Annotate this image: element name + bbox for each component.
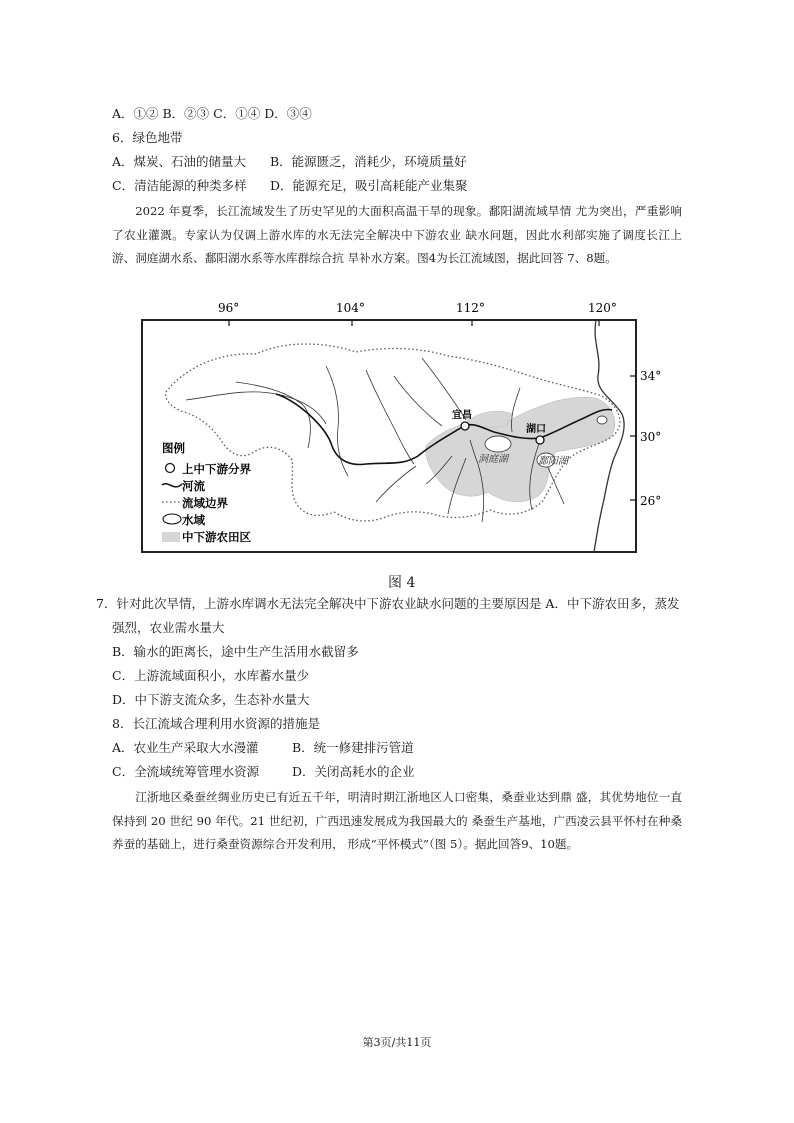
passage-yangtze xyxy=(112,200,682,271)
legend-item-farmland: 中下游农田区 xyxy=(182,530,251,544)
longitude-labels xyxy=(218,301,617,315)
taihu-lake xyxy=(597,416,607,424)
passage-yangtze-text: 2022 年夏季，长江流域发生了历史罕见的大面积高温干旱的现象。鄱阳湖流域旱情 尤为突出，严重影响了农业灌溉。专家认为仅调上游水库的水无法完全解决中下游农业 缺水问题，因此水利部实施了调度长江上游、洞庭湖水系、鄱阳湖水系等水库群综合抗 旱补水方案。图4为长江流域图，据此回答 7、8题。 xyxy=(112,204,682,265)
legend-item-basin: 流域边界 xyxy=(182,496,228,510)
q7-stem-continued: 强烈，农业需水量大 xyxy=(112,620,225,635)
legend-boundary-symbol xyxy=(166,464,175,473)
dongting-lake xyxy=(485,436,511,452)
q8-option-d: D．关闭高耗水的企业 xyxy=(292,764,415,779)
q5-options: A．①② B．②③ C．①④ D．③④ xyxy=(112,106,312,121)
q8-option-a: A．农业生产采取大水漫灌 xyxy=(112,740,259,755)
legend-water-symbol xyxy=(163,514,181,524)
legend-farmland-symbol xyxy=(162,532,180,542)
q8-stem: 8．长江流域合理利用水资源的措施是 xyxy=(112,716,320,731)
yichang-marker xyxy=(461,422,469,430)
q7-option-b: B．输水的距离长，途中生产生活用水截留多 xyxy=(112,644,359,659)
passage-sericulture-text: 江浙地区桑蚕丝绸业历史已有近五千年，明清时期江浙地区人口密集，桑蚕业达到鼎 盛，其优势地位一直保持到 20 世纪 90 年代。21 世纪初，广西迅速发展成为我国最大的 桑蚕生产基地，广西凌云县平怀村在种桑养蚕的基础上，进行桑蚕资源综合开发利用， 形成“平怀模式”（图 5）。据此回答9、10题。 xyxy=(112,790,682,851)
legend-title: 图例 xyxy=(162,441,185,455)
lat-label-30: 30° xyxy=(640,430,662,444)
q6-stem: 6．绿色地带 xyxy=(112,130,183,145)
passage-sericulture xyxy=(112,786,682,857)
q7-option-d: D．中下游支流众多，生态补水量大 xyxy=(112,692,310,707)
q8-option-c: C．全流域统筹管理水资源 xyxy=(112,764,260,779)
label-poyang: 鄱阳湖 xyxy=(538,456,568,467)
legend-item-water: 水域 xyxy=(182,513,205,527)
q6-option-a: A．煤炭、石油的储量大 xyxy=(112,154,247,169)
hukou-marker xyxy=(536,436,544,444)
q6-option-d: D．能源充足，吸引高耗能产业集聚 xyxy=(270,178,468,193)
q8-option-b: B．统一修建排污管道 xyxy=(292,740,414,755)
label-dongting: 洞庭湖 xyxy=(478,454,508,465)
q6-option-c: C．清洁能源的种类多样 xyxy=(112,178,247,193)
legend-item-boundary: 上中下游分界 xyxy=(182,462,251,476)
latitude-labels xyxy=(640,369,661,508)
q6-option-b: B．能源匮乏，消耗少，环境质量好 xyxy=(270,154,467,169)
label-yichang: 宜昌 xyxy=(452,410,472,421)
lat-label-26: 26° xyxy=(640,494,662,508)
yangtze-basin-map xyxy=(126,296,662,566)
lon-label-96: 96° xyxy=(218,301,240,315)
q7-option-c: C．上游流域面积小，水库蓄水量少 xyxy=(112,668,310,683)
legend-item-river: 河流 xyxy=(182,479,205,493)
lon-label-112: 112° xyxy=(456,301,485,315)
label-hukou: 湖口 xyxy=(526,424,546,435)
page-footer: 第3页/共11页 xyxy=(362,1036,432,1049)
lon-label-104: 104° xyxy=(336,301,365,315)
lon-label-120: 120° xyxy=(588,301,617,315)
q7-stem: 7．针对此次旱情，上游水库调水无法完全解决中下游农业缺水问题的主要原因是 A．中下游农田多，蒸发 xyxy=(96,596,680,611)
figure-caption: 图 4 xyxy=(388,575,416,591)
lat-label-34: 34° xyxy=(640,369,662,383)
